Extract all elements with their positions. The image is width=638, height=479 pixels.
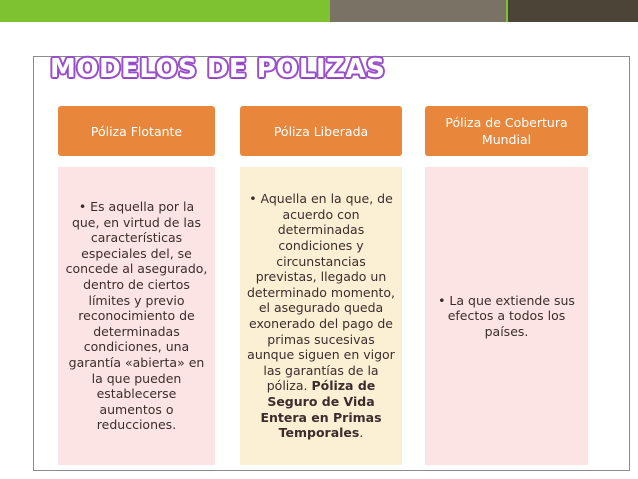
- body-text-end: .: [359, 425, 364, 441]
- body-text-regular: • Aquella en la que, de acuerdo con determinadas condiciones y circunstancias previstas, llegado un determinado momento, el asegurado queda exonerado del pago de primas sucesivas aunque siguen en vigor las garantías de la póliza.: [246, 191, 396, 394]
- body-text-bold: Póliza de Seguro de Vida Entera en Primas Temporales: [260, 378, 382, 441]
- column-body-text: • La que extiende sus efectos a todos los países.: [438, 292, 575, 339]
- column-header-poliza-liberada: Póliza Liberada: [240, 106, 402, 156]
- column-body-poliza-flotante: [58, 167, 215, 465]
- column-body-poliza-liberada: [240, 167, 402, 465]
- column-body-text: [246, 191, 396, 441]
- column-body-text: • Es aquella por la que, en virtud de las características especiales del, se concede al asegurado, dentro de ciertos límites y previo reconocimiento de determinadas condiciones, una garantía «abierta» en la que pueden establecerse aumentos o reducciones.: [65, 199, 208, 433]
- top-dark-band: [508, 0, 638, 22]
- top-gray-band: [330, 0, 506, 22]
- column-header-poliza-flotante: Póliza Flotante: [58, 106, 215, 156]
- column-body-poliza-cobertura-mundial: [425, 167, 588, 465]
- column-header-poliza-cobertura-mundial: Póliza de Cobertura Mundial: [425, 106, 588, 156]
- slide-title: MODELOS DE POLIZAS: [50, 54, 386, 84]
- slide: [0, 22, 638, 479]
